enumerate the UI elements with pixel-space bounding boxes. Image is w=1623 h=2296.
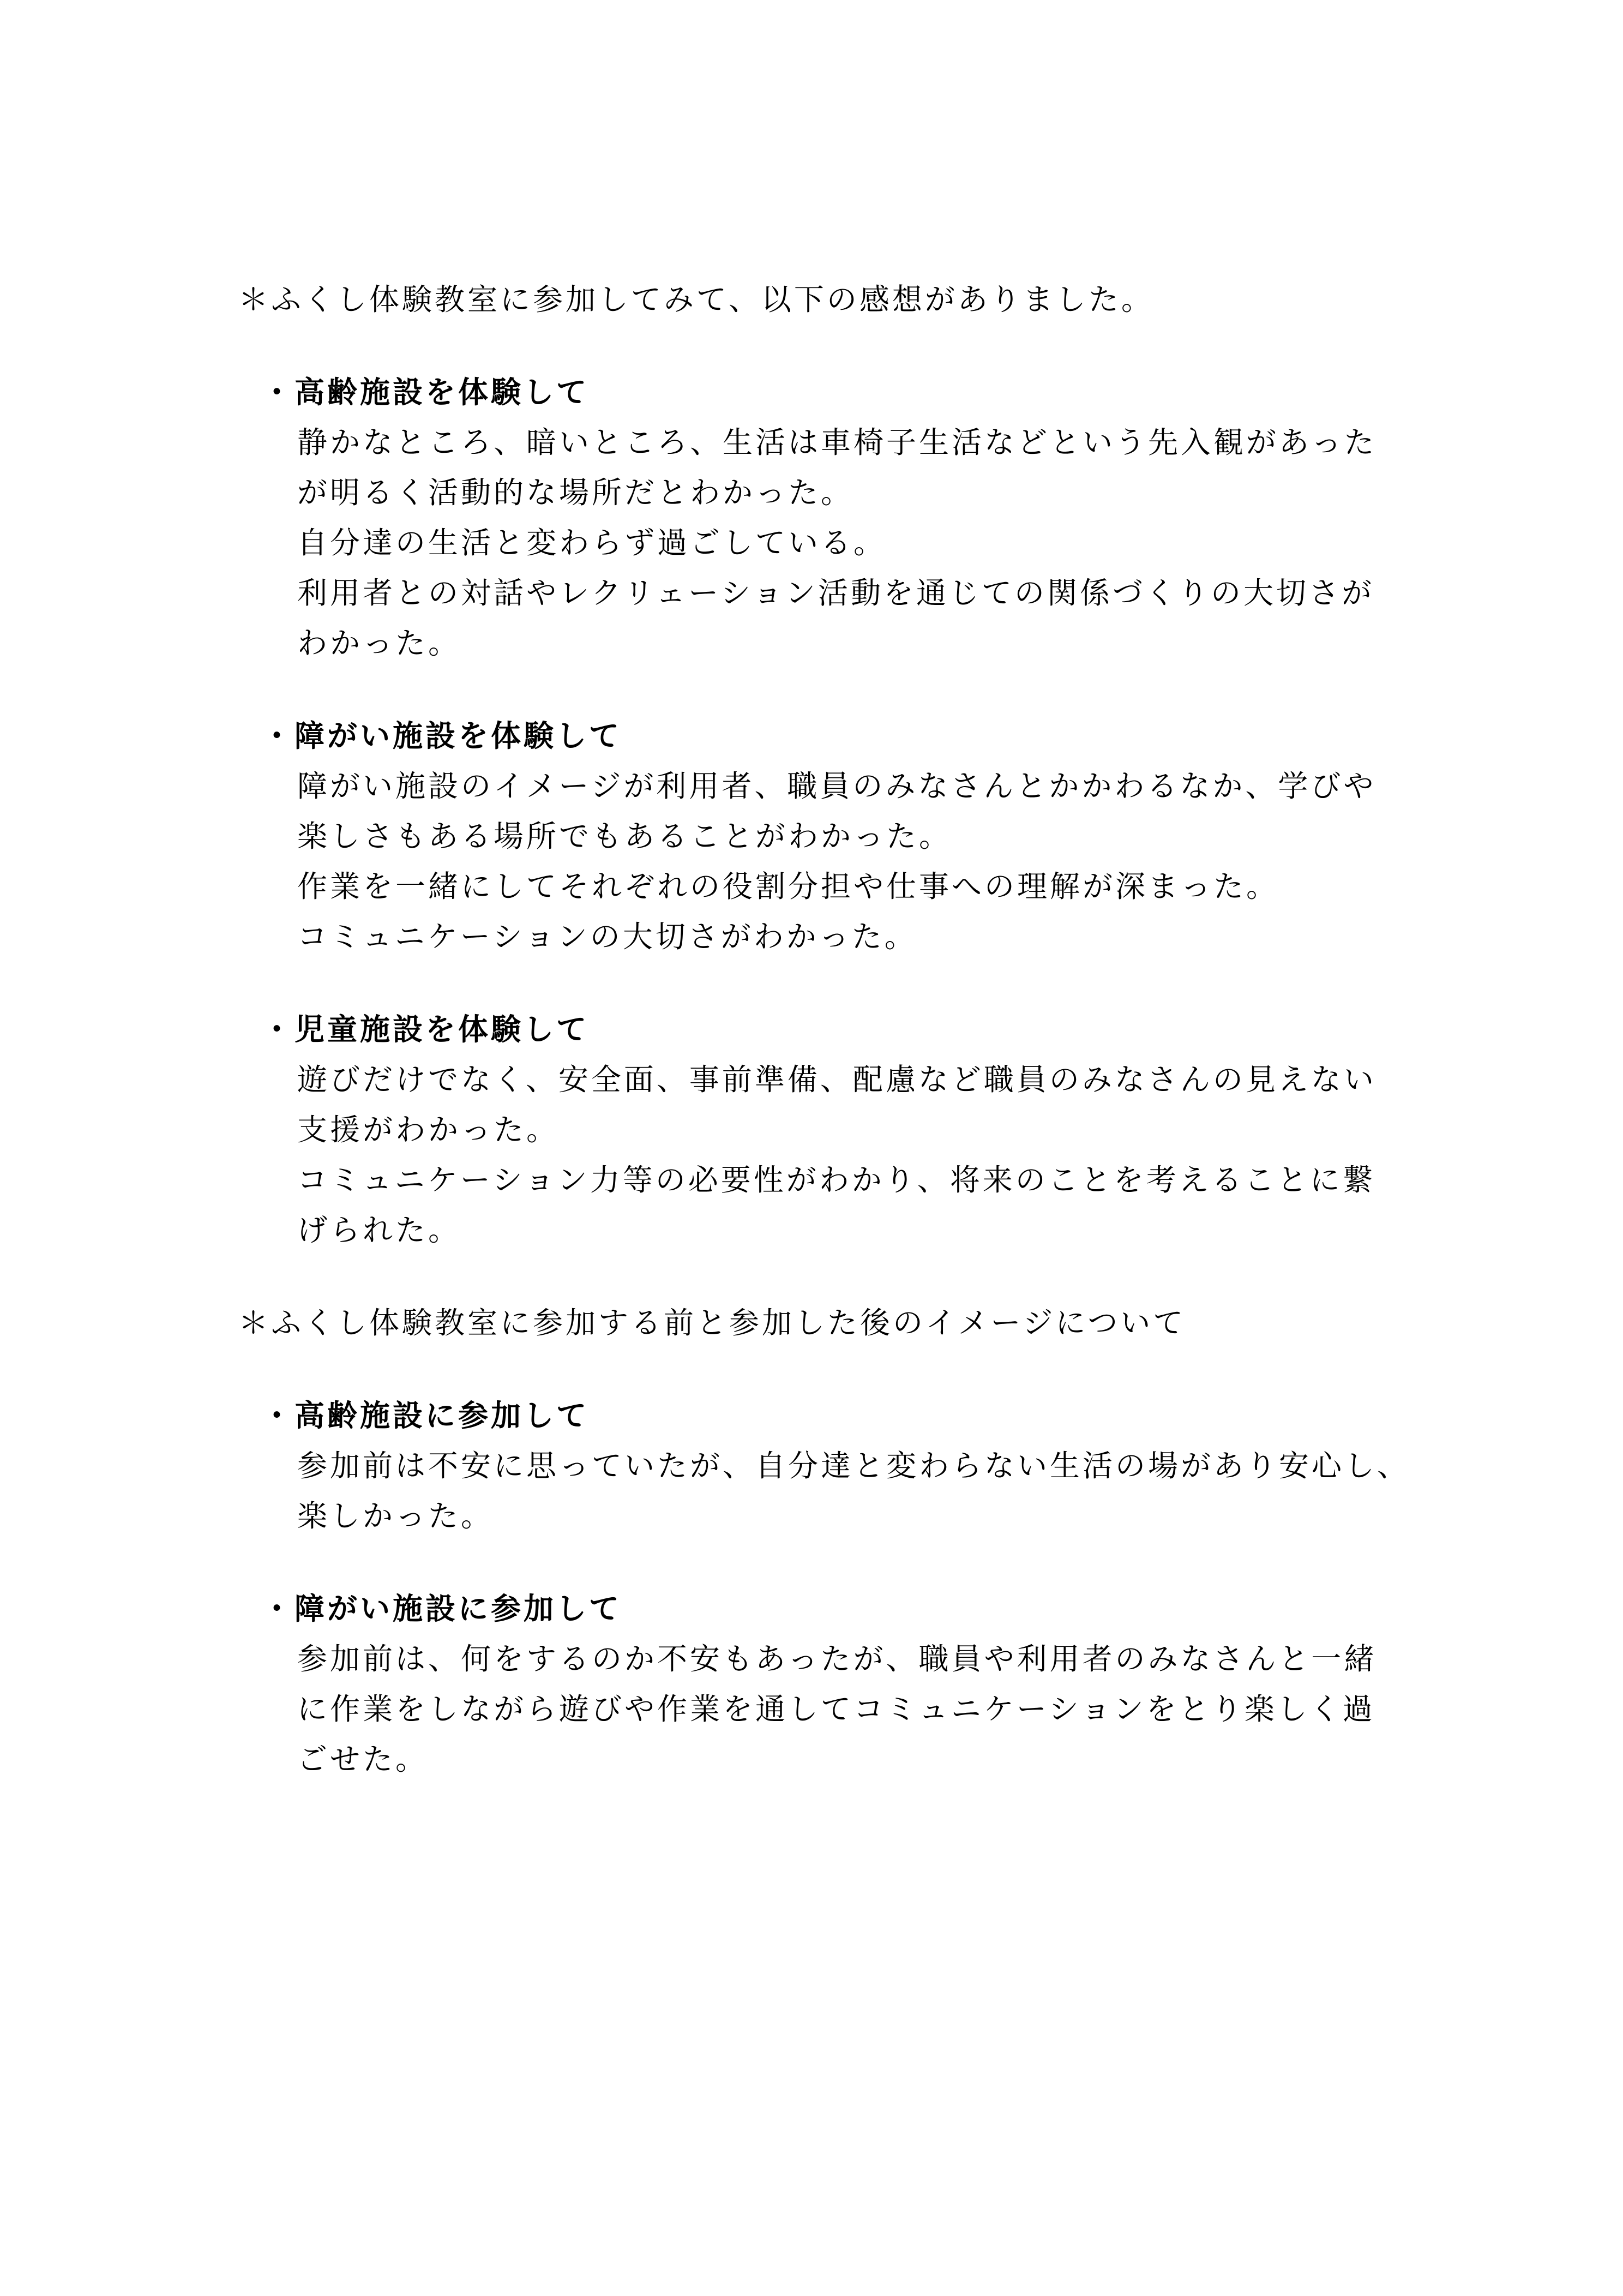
text-line: げられた。: [297, 1213, 461, 1247]
text-line: 楽しかった。: [297, 1499, 494, 1533]
subsection-disability-participation: [0, 1584, 1623, 1784]
text-line: 楽しさもある場所でもあることがわかった。: [297, 819, 952, 853]
subsection-elderly-participation: [0, 1390, 1623, 1541]
subsection-heading: ・障がい施設に参加して: [262, 1592, 622, 1626]
text-line: 支援がわかった。: [297, 1113, 560, 1147]
text-line: 自分達の生活と変わらず過ごしている。: [297, 526, 887, 560]
section-title: ＊ふくし体験教室に参加する前と参加した後のイメージについて: [238, 1306, 1186, 1340]
text-line: コミュニケーション力等の必要性がわかり、将来のことを考えることに繋: [297, 1163, 1375, 1197]
subsection-children-facility: [0, 1004, 1623, 1255]
subsection-heading: ・高齢施設に参加して: [262, 1399, 590, 1432]
subsection-heading: ・高齢施設を体験して: [262, 375, 590, 409]
text-line: に作業をしながら遊びや作業を通してコミュニケーションをとり楽しく過: [297, 1692, 1375, 1726]
section-title: ＊ふくし体験教室に参加してみて、以下の感想がありました。: [238, 283, 1154, 316]
text-line: コミュニケーションの大切さがわかった。: [297, 920, 917, 954]
subsection-heading: ・児童施設を体験して: [262, 1012, 590, 1046]
text-line: 利用者との対話やレクリェーション活動を通じての関係づくりの大切さが: [297, 576, 1375, 610]
section-impressions: [0, 274, 1623, 1255]
subsection-elderly-facility: [0, 367, 1623, 668]
text-line: 作業を一緒にしてそれぞれの役割分担や仕事への理解が深まった。: [297, 870, 1279, 903]
text-line: 静かなところ、暗いところ、生活は車椅子生活などという先入観があった: [297, 425, 1377, 459]
text-line: ごせた。: [297, 1742, 429, 1776]
text-line: 障がい施設のイメージが利用者、職員のみなさんとかかわるなか、学びや: [297, 769, 1376, 803]
text-line: 参加前は不安に思っていたが、自分達と変わらない生活の場があり安心し、: [297, 1449, 1410, 1483]
text-line: 遊びだけでなく、安全面、事前準備、配慮など職員のみなさんの見えない: [297, 1063, 1376, 1096]
subsection-heading: ・障がい施設を体験して: [262, 719, 622, 753]
text-line: が明るく活動的な場所だとわかった。: [297, 476, 854, 509]
text-line: 参加前は、何をするのか不安もあったが、職員や利用者のみなさんと一緒: [297, 1642, 1377, 1676]
text-line: わかった。: [297, 626, 461, 660]
section-before-after-image: [0, 1298, 1623, 1784]
subsection-disability-facility: [0, 711, 1623, 962]
